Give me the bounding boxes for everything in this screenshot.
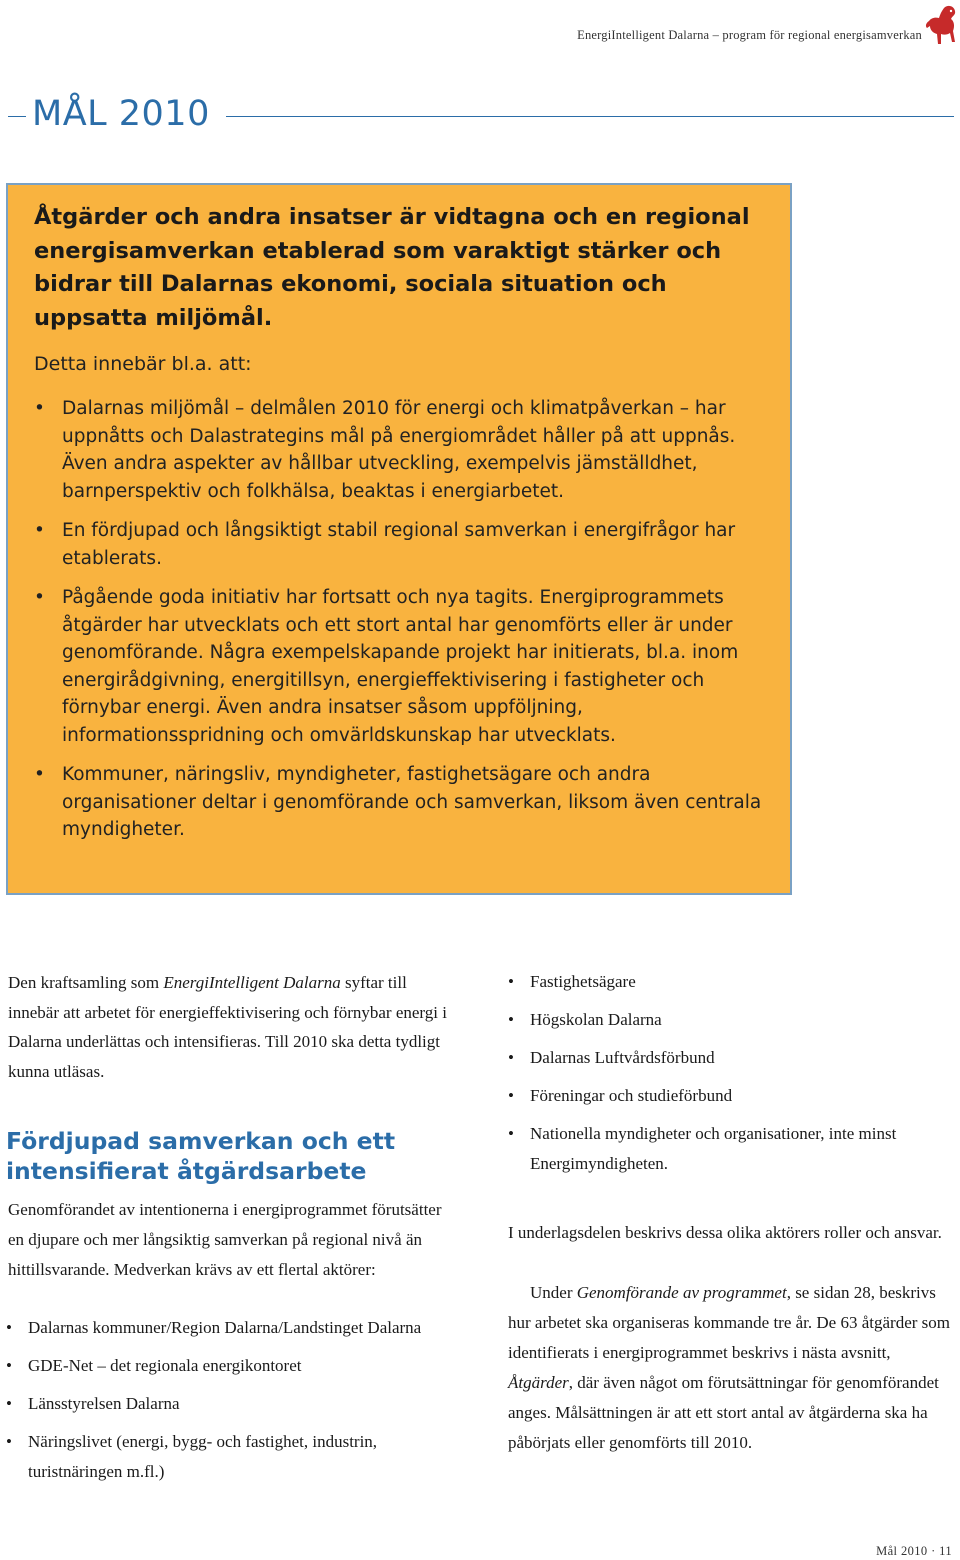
reference-emphasis: Genomförande av programmet bbox=[576, 1283, 787, 1302]
actors-list-left bbox=[6, 1313, 453, 1495]
list-item: • GDE-Net – det regionala energikontoret bbox=[6, 1351, 453, 1381]
title-rule-left bbox=[8, 116, 26, 117]
bullet-icon: • bbox=[34, 587, 45, 608]
goal-box bbox=[6, 183, 792, 895]
bullet-icon: • bbox=[6, 1356, 12, 1375]
page-number: Mål 2010 · 11 bbox=[876, 1544, 952, 1558]
bullet-icon: • bbox=[508, 1048, 514, 1067]
list-item: • Länsstyrelsen Dalarna bbox=[6, 1389, 453, 1419]
list-item: • Dalarnas kommuner/Region Dalarna/Landstinget Dalarna bbox=[6, 1313, 453, 1343]
reference-emphasis: Åtgärder bbox=[508, 1373, 569, 1392]
goal-bullet-list bbox=[34, 395, 764, 856]
intro-paragraph: Den kraftsamling som EnergiIntelligent Dalarna syftar till innebär att arbetet för energieffektivisering och förnybar energi i Dalarna underlättas och intensifieras. Till 2010 ska detta tydligt kunna utläsas. bbox=[8, 973, 447, 1081]
bullet-icon: • bbox=[508, 1086, 514, 1105]
bullet-icon: • bbox=[34, 398, 45, 419]
list-item-text: Dalarnas miljömål – delmålen 2010 för energi och klimatpåverkan – har uppnåtts och Dalastrategins mål på energiområdet håller på att uppnås. Även andra aspekter av hållbar utveckling, exempelvis jämställdhet, barnperspektiv och folkhälsa, beaktas i energiarbetet. bbox=[62, 398, 736, 502]
list-item bbox=[34, 517, 764, 572]
list-item: • Högskolan Dalarna bbox=[508, 1005, 954, 1035]
list-item-text: Pågående goda initiativ har fortsatt och nya tagits. Energiprogrammets åtgärder har utvecklats och ett stort antal har genomförts eller är under genomförande. Några exempelskapande projekt har initierats, bl.a. inom energirådgivning, energitillsyn, energieffektivisering i fastigheter och förnybar energi. Även andra insatser såsom uppföljning, informationsspridning och omvärldskunskap har utvecklats. bbox=[62, 587, 739, 746]
list-item-text: Kommuner, näringsliv, myndigheter, fastighetsägare och andra organisationer deltar i genomförande och samverkan, liksom även centrala myndigheter. bbox=[62, 764, 762, 840]
list-item bbox=[34, 395, 764, 505]
bullet-icon: • bbox=[6, 1394, 12, 1413]
list-item: • Fastighetsägare bbox=[508, 967, 954, 997]
roles-paragraph: I underlagsdelen beskrivs dessa olika aktörers roller och ansvar. bbox=[508, 1223, 942, 1242]
running-header: EnergiIntelligent Dalarna – program för regional energisamverkan bbox=[577, 28, 922, 42]
title-rule-right bbox=[226, 116, 954, 117]
goal-heading: Åtgärder och andra insatser är vidtagna och en regional energisamverkan etablerad som varaktigt stärker och bidrar till Dalarnas ekonomi, sociala situation och uppsatta miljömål. bbox=[34, 204, 750, 331]
page-heading: MÅL 2010 bbox=[32, 94, 210, 134]
list-item: • Nationella myndigheter och organisationer, inte minst Energimyndigheten. bbox=[508, 1119, 954, 1179]
bullet-icon: • bbox=[6, 1318, 12, 1337]
bullet-icon: • bbox=[508, 1010, 514, 1029]
bullet-icon: • bbox=[6, 1432, 12, 1451]
dalarna-horse-logo-icon bbox=[924, 4, 958, 50]
section-paragraph: Genomförandet av intentionerna i energiprogrammet förutsätter en djupare och mer långsiktig samverkan på regional nivå än hittillsvarande. Medverkan krävs av ett flertal aktörer: bbox=[8, 1200, 442, 1279]
bullet-icon: • bbox=[508, 1124, 514, 1143]
bullet-icon: • bbox=[34, 520, 45, 541]
program-name-emphasis: EnergiIntelligent Dalarna bbox=[163, 973, 341, 992]
list-item bbox=[34, 761, 764, 844]
bullet-icon: • bbox=[508, 972, 514, 991]
list-item bbox=[34, 584, 764, 749]
actors-list-right bbox=[508, 967, 954, 1187]
list-item: • Näringslivet (energi, bygg- och fastighet, industrin, turistnäringen m.fl.) bbox=[6, 1427, 453, 1487]
goal-intro: Detta innebär bl.a. att: bbox=[34, 353, 252, 375]
bullet-icon: • bbox=[34, 764, 45, 785]
list-item: • Dalarnas Luftvårdsförbund bbox=[508, 1043, 954, 1073]
section-heading: Fördjupad samverkan och ett intensifierat åtgärdsarbete bbox=[6, 1127, 396, 1185]
implementation-paragraph: Under Genomförande av programmet, se sidan 28, beskrivs hur arbetet ska organiseras kommande tre år. De 63 åtgärder som identifierats i energiprogrammet beskrivs i nästa avsnitt, Åtgärder, där även något om förutsättningar för genomförandet anges. Målsättningen är att ett stort antal av åtgärderna ska ha påbörjats eller genomförts till 2010. bbox=[508, 1283, 950, 1452]
list-item-text: En fördjupad och långsiktigt stabil regional samverkan i energifrågor har etablerats. bbox=[62, 520, 736, 569]
list-item: • Föreningar och studieförbund bbox=[508, 1081, 954, 1111]
